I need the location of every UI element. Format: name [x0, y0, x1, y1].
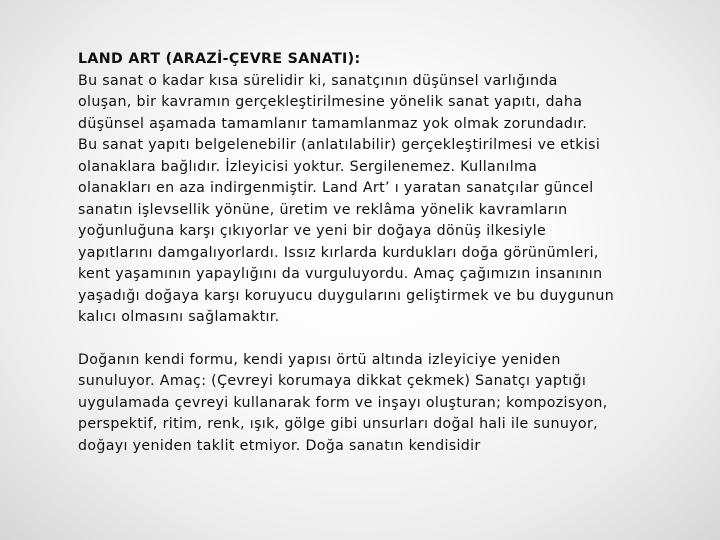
slide-heading: LAND ART (ARAZİ-ÇEVRE SANATI): — [78, 51, 361, 67]
text-line: oluşan, bir kavramın gerçekleştirilmesine yönelik sanat yapıtı, daha — [78, 94, 583, 110]
text-line: olanaklara bağlıdır. İzleyicisi yoktur. Sergilenemez. Kullanılma — [78, 158, 538, 175]
paragraph-nature-form — [78, 350, 698, 458]
text-line: sunuluyor. Amaç: (Çevreyi korumaya dikkat çekmek) Sanatçı yaptığı — [78, 373, 587, 389]
paragraph-land-art-definition — [78, 71, 698, 329]
slide-content — [78, 49, 698, 457]
text-line: yapıtlarını damgalıyorlardı. Issız kırlarda kurdukları doğa görünümleri, — [78, 244, 599, 261]
text-line: doğayı yeniden taklit etmiyor. Doğa sanatın kendisidir — [78, 437, 481, 454]
text-line: Bu sanat o kadar kısa sürelidir ki, sanatçının düşünsel varlığında — [78, 72, 558, 89]
text-line: Bu sanat yapıtı belgelenebilir (anlatılabilir) gerçekleştirilmesi ve etkisi — [78, 137, 601, 153]
text-line: düşünsel aşamada tamamlanır tamamlanmaz yok olmak zorundadır. — [78, 115, 588, 132]
text-line: perspektif, ritim, renk, ışık, gölge gibi unsurları doğal hali ile sunuyor, — [78, 416, 599, 432]
text-line: Doğanın kendi formu, kendi yapısı örtü altında izleyiciye yeniden — [78, 351, 561, 368]
text-line: yoğunluğuna karşı çıkıyorlar ve yeni bir doğaya dönüş ilkesiyle — [78, 223, 547, 239]
text-line: uygulamada çevreyi kullanarak form ve inşayı oluşturan; kompozisyon, — [78, 394, 608, 411]
text-line: olanakları en aza indirgenmiştir. Land Art’ ı yaratan sanatçılar güncel — [78, 180, 594, 196]
text-line: sanatın işlevsellik yönüne, üretim ve reklâma yönelik kavramların — [78, 201, 568, 218]
text-line: yaşadığı doğaya karşı koruyucu duygularını geliştirmek ve bu duygunun — [78, 287, 615, 304]
text-line: kent yaşamının yapaylığını da vurguluyordu. Amaç çağımızın insanının — [78, 266, 603, 282]
text-line: kalıcı olmasını sağlamaktır. — [78, 309, 280, 325]
